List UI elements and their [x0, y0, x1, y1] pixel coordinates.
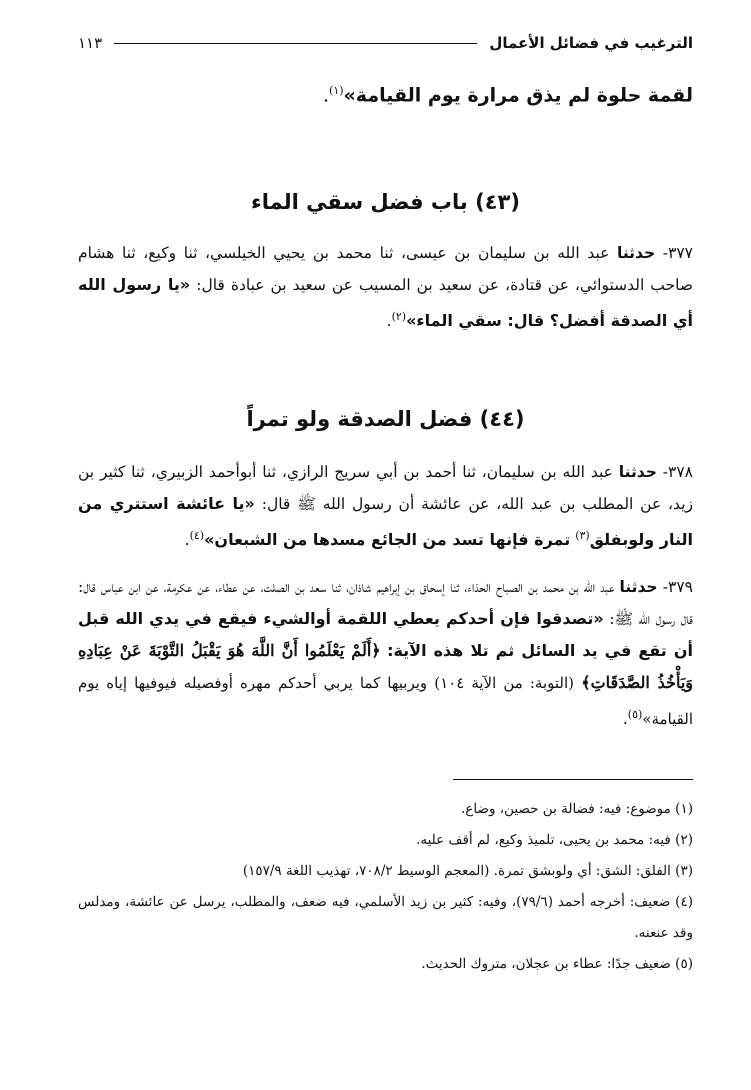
hadith-number: ٣٧٩- [662, 578, 693, 597]
hadith-number: ٣٧٨- [662, 463, 693, 482]
verse-source: (التوبة: من الآية ١٠٤) ويربيها كما يربي أحدكم مهره أوفصيله فيوفيها إياه يوم القيامة» [78, 674, 693, 729]
footnote: (١) موضوع: فيه: فضالة بن حصين، وضاع. [461, 801, 693, 818]
footnote: (٤) ضعيف: أخرجه أحمد (٧٩/٦)، وفيه: كثير بن زيد الأسلمي، فيه ضعف، والمطلب، يرسل عن عائشة، ومدلس وقد عنعنه. [78, 894, 693, 942]
header-rule [114, 43, 477, 44]
hadith-isnad: عبد الله بن سليمان، ثنا أحمد بن أبي سريج الرازي، ثنا أبوأحمد الزبيري، ثنا كثير بن زيد، عن المطلب بن عبد الله، عن عائشة أن رسول الله ﷺ قال: [78, 463, 693, 514]
footnote-ref: (٣) [575, 529, 590, 543]
hadith-378 [78, 457, 693, 556]
hadith-label: حدثنا [617, 244, 656, 263]
hadith-matn: «يا عائشة استتري من النار ولوبفلق [78, 494, 693, 550]
carryover-text: لقمة حلوة لم يذق مرارة يوم القيامة»$^{(١)}$. [322, 84, 693, 107]
page-number: ١١٣ [78, 34, 103, 52]
footnote: (٥) ضعيف جدًا: عطاء بن عجلان، متروك الحديث. [421, 956, 693, 973]
footnote: (٣) الفلق: الشق: أي ولوبشق تمرة. (المعجم الوسيط ٧٠٨/٢، تهذيب اللغة ١٥٧/٩) [242, 863, 693, 880]
quran-verse: ﴿أَلَمْ يَعْلَمُوا أَنَّ اللَّهَ هُوَ يَقْبَلُ التَّوْبَةَ عَنْ عِبَادِهِ وَيَأْخُذُ الصَّدَقَاتِ﴾ [78, 641, 693, 693]
footnote: (٢) فيه: محمد بن يحيى، تلميذ وكيع، لم أقف عليه. [416, 832, 693, 849]
footnote-ref: (٥) [627, 708, 643, 722]
hadith-matn-continued: تمرة فإنها تسد من الجائع مسدها من الشبعان» [204, 530, 571, 550]
hadith-end: . [622, 710, 628, 729]
footnotes [78, 794, 693, 980]
footnote-ref: (٤) [189, 529, 205, 543]
hadith-isnad: عبد الله بن سليمان بن عيسى، ثنا محمد بن يحيي الخيلسي، ثنا وكيع، ثنا هشام صاحب الدستوائي، عن قتادة، عن سعيد بن المسيب عن سعيد بن عبادة قال: [78, 244, 693, 295]
running-header [78, 30, 693, 56]
hadith-label: حدثنا [618, 463, 657, 482]
hadith-number: ٣٧٧- [662, 244, 693, 263]
hadith-matn: «يا رسول الله أي الصدقة أفضل؟ قال: سقي الماء» [78, 275, 693, 331]
book-page [78, 30, 693, 980]
carryover-matn: لقمة حلوة لم يذق مرارة يوم القيامة» [343, 84, 693, 107]
hadith-end: . [184, 531, 190, 550]
book-title: الترغيب في فضائل الأعمال [489, 34, 693, 52]
hadith-matn: «تصدقوا فإن أحدكم يعطي اللقمة أوالشيء فيقع في يدي الله قبل أن تقع في يد السائل ثم تلا هذه الآية: [78, 609, 693, 661]
footnote-ref: (٢) [391, 310, 407, 324]
chapter-heading: (٤٤) فضل الصدقة ولو تمراً [246, 407, 525, 432]
chapter-heading: (٤٣) باب فضل سقي الماء [251, 190, 520, 215]
footnote-rule [453, 779, 693, 780]
hadith-end: . [386, 312, 392, 331]
hadith-377 [78, 238, 693, 337]
hadith-isnad: عبد الله بن محمد بن الصباح الحذاء، ثنا إسحاق بن إبراهيم شاذان، ثنا سعد بن الصلت، عن عطاء، عن عكرمة، عن ابن عباس قال: قال رسول الله ﷺ: [78, 578, 693, 629]
footnote-ref: (١) [329, 84, 344, 97]
hadith-379 [78, 572, 693, 735]
hadith-label: حدثنا [619, 578, 658, 597]
